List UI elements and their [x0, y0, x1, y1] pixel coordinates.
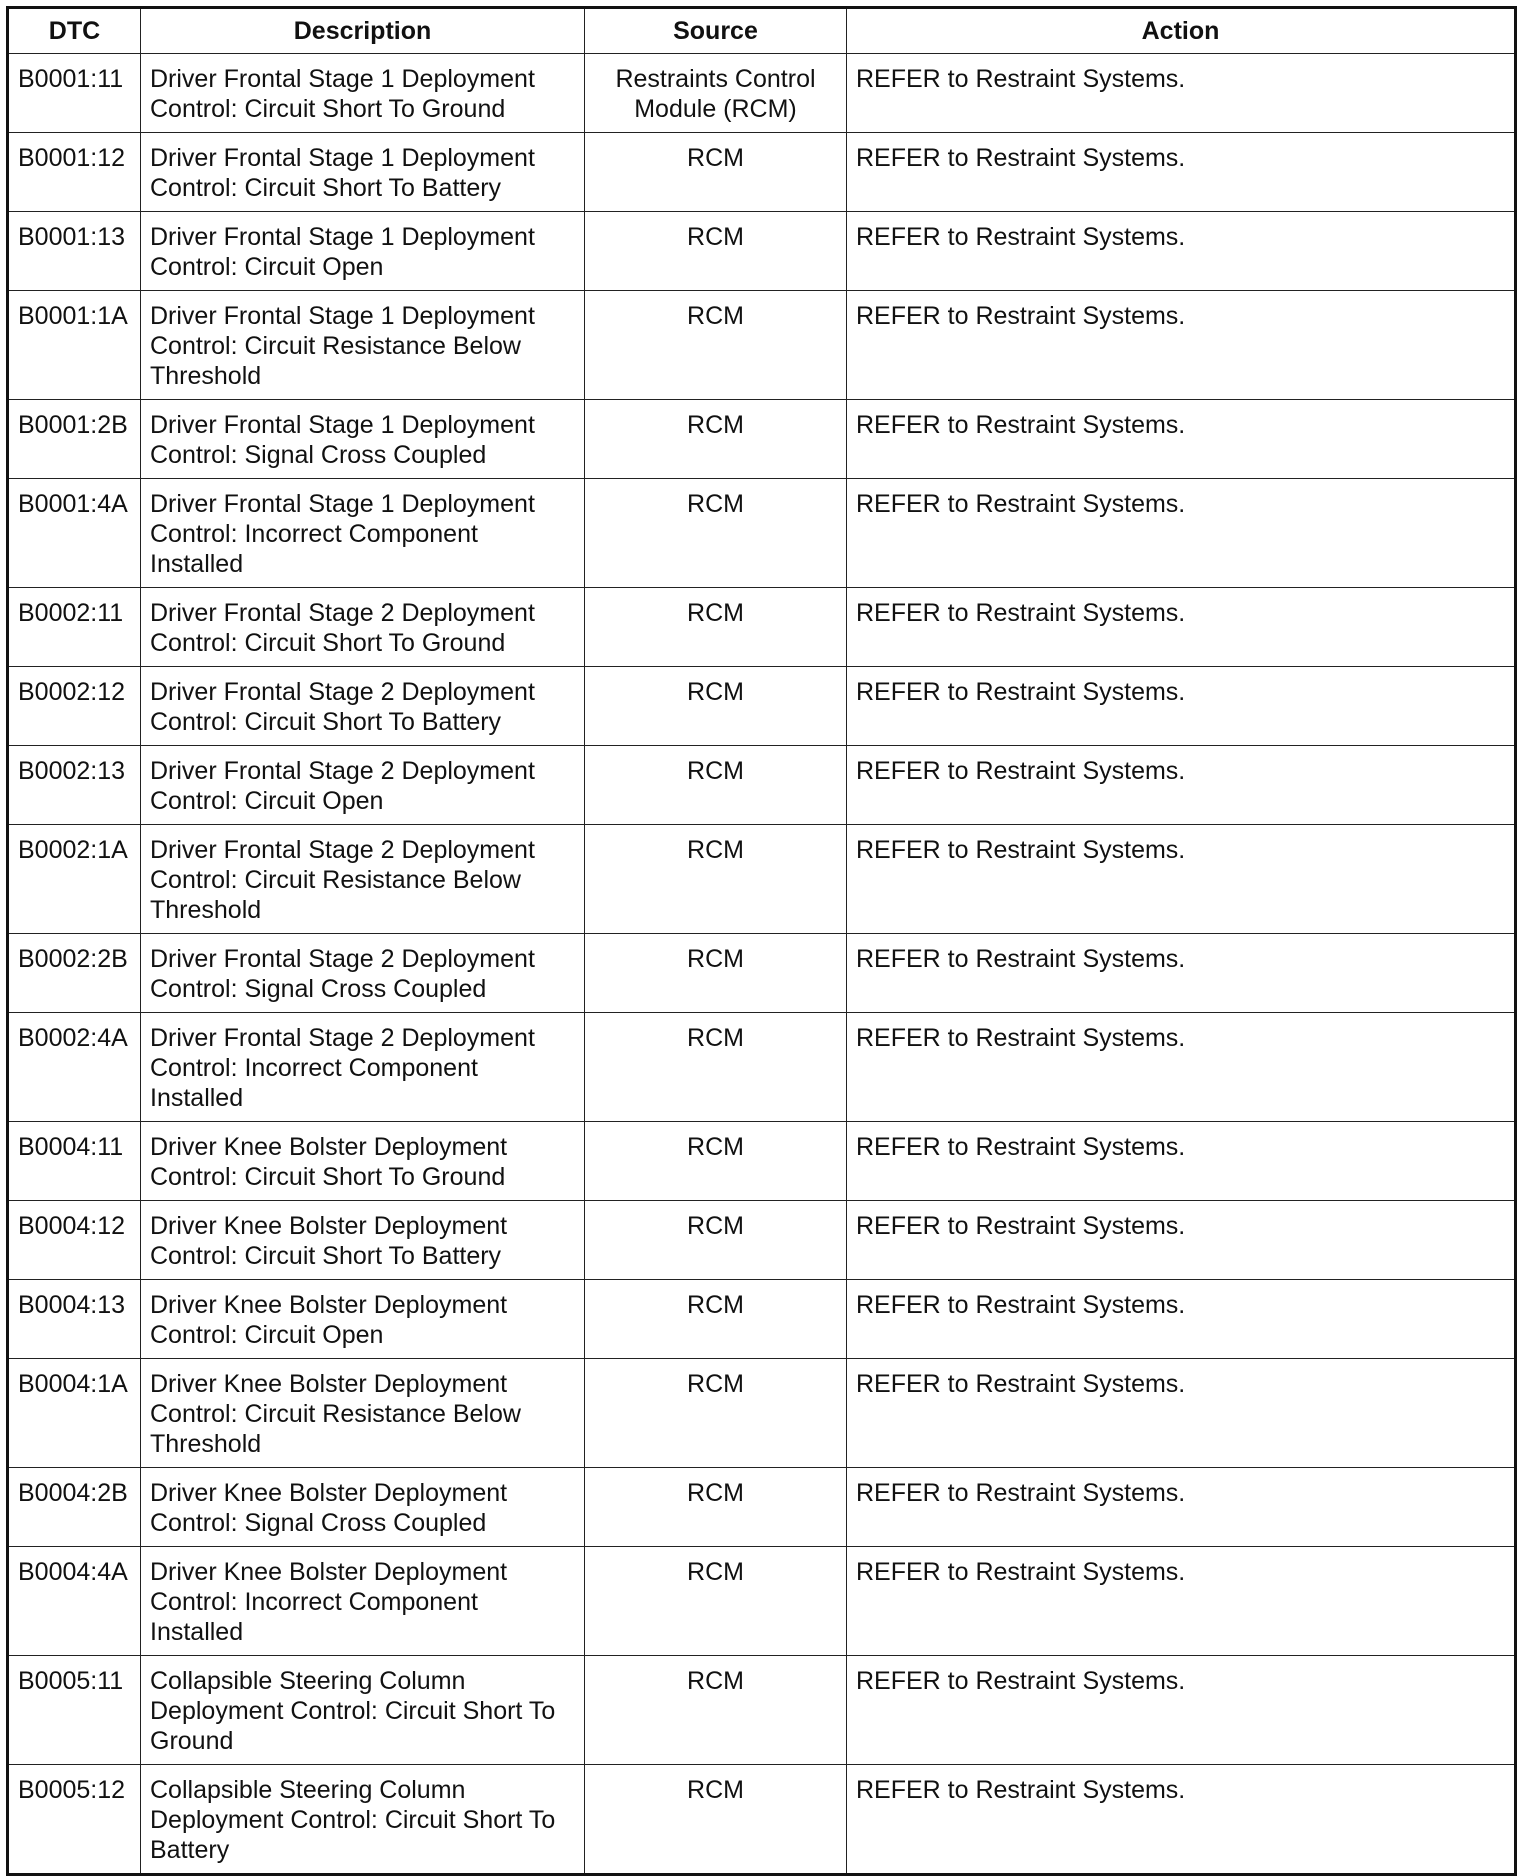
- table-row: [8, 400, 1516, 479]
- dtc-action: REFER to Restraint Systems.: [847, 1765, 1516, 1875]
- dtc-action: REFER to Restraint Systems.: [847, 1280, 1516, 1359]
- table-row: [8, 1765, 1516, 1875]
- dtc-description: Driver Frontal Stage 1 Deployment Control: Circuit Short To Ground: [141, 54, 585, 133]
- dtc-action: REFER to Restraint Systems.: [847, 400, 1516, 479]
- dtc-source: RCM: [585, 1656, 847, 1765]
- dtc-code: B0001:4A: [8, 479, 141, 588]
- dtc-code: B0002:2B: [8, 934, 141, 1013]
- dtc-description: Driver Frontal Stage 2 Deployment Control: Circuit Open: [141, 746, 585, 825]
- dtc-description: Driver Knee Bolster Deployment Control: Circuit Short To Battery: [141, 1201, 585, 1280]
- table-row: [8, 934, 1516, 1013]
- table-row: [8, 479, 1516, 588]
- dtc-code: B0002:4A: [8, 1013, 141, 1122]
- table-row: [8, 1359, 1516, 1468]
- column-header-dtc: DTC: [8, 8, 141, 54]
- dtc-source: RCM: [585, 212, 847, 291]
- table-row: [8, 1201, 1516, 1280]
- table-row: [8, 54, 1516, 133]
- dtc-code: B0005:12: [8, 1765, 141, 1875]
- column-header-description: Description: [141, 8, 585, 54]
- dtc-source: RCM: [585, 825, 847, 934]
- table-row: [8, 133, 1516, 212]
- dtc-action: REFER to Restraint Systems.: [847, 934, 1516, 1013]
- dtc-description: Driver Knee Bolster Deployment Control: Circuit Resistance Below Threshold: [141, 1359, 585, 1468]
- dtc-source: RCM: [585, 1547, 847, 1656]
- dtc-source: RCM: [585, 1013, 847, 1122]
- dtc-action: REFER to Restraint Systems.: [847, 1013, 1516, 1122]
- dtc-code: B0001:12: [8, 133, 141, 212]
- dtc-description: Driver Frontal Stage 1 Deployment Control: Circuit Open: [141, 212, 585, 291]
- table-row: [8, 1468, 1516, 1547]
- dtc-code: B0004:13: [8, 1280, 141, 1359]
- table-row: [8, 1013, 1516, 1122]
- dtc-action: REFER to Restraint Systems.: [847, 1359, 1516, 1468]
- dtc-source: RCM: [585, 588, 847, 667]
- dtc-description: Driver Knee Bolster Deployment Control: Signal Cross Coupled: [141, 1468, 585, 1547]
- dtc-description: Collapsible Steering Column Deployment Control: Circuit Short To Battery: [141, 1765, 585, 1875]
- dtc-source: RCM: [585, 1122, 847, 1201]
- table-row: [8, 212, 1516, 291]
- dtc-source: RCM: [585, 400, 847, 479]
- dtc-code: B0002:1A: [8, 825, 141, 934]
- dtc-code: B0004:1A: [8, 1359, 141, 1468]
- dtc-action: REFER to Restraint Systems.: [847, 1547, 1516, 1656]
- table-row: [8, 1280, 1516, 1359]
- dtc-code: B0004:4A: [8, 1547, 141, 1656]
- dtc-action: REFER to Restraint Systems.: [847, 133, 1516, 212]
- dtc-source: RCM: [585, 1765, 847, 1875]
- dtc-action: REFER to Restraint Systems.: [847, 746, 1516, 825]
- dtc-action: REFER to Restraint Systems.: [847, 667, 1516, 746]
- dtc-code: B0002:13: [8, 746, 141, 825]
- dtc-source: RCM: [585, 133, 847, 212]
- dtc-description: Collapsible Steering Column Deployment Control: Circuit Short To Ground: [141, 1656, 585, 1765]
- table-row: [8, 1547, 1516, 1656]
- dtc-source: RCM: [585, 1201, 847, 1280]
- dtc-description: Driver Frontal Stage 1 Deployment Control: Signal Cross Coupled: [141, 400, 585, 479]
- dtc-code: B0002:12: [8, 667, 141, 746]
- dtc-description: Driver Frontal Stage 2 Deployment Control: Circuit Short To Ground: [141, 588, 585, 667]
- dtc-action: REFER to Restraint Systems.: [847, 1201, 1516, 1280]
- dtc-action: REFER to Restraint Systems.: [847, 588, 1516, 667]
- table-header-row: [8, 8, 1516, 54]
- dtc-code: B0004:2B: [8, 1468, 141, 1547]
- table-row: [8, 667, 1516, 746]
- dtc-table: [6, 6, 1517, 1876]
- dtc-description: Driver Frontal Stage 1 Deployment Control: Circuit Resistance Below Threshold: [141, 291, 585, 400]
- dtc-source: Restraints Control Module (RCM): [585, 54, 847, 133]
- dtc-description: Driver Knee Bolster Deployment Control: Circuit Open: [141, 1280, 585, 1359]
- dtc-source: RCM: [585, 1359, 847, 1468]
- dtc-description: Driver Frontal Stage 1 Deployment Control: Incorrect Component Installed: [141, 479, 585, 588]
- table-row: [8, 825, 1516, 934]
- dtc-source: RCM: [585, 667, 847, 746]
- dtc-source: RCM: [585, 1280, 847, 1359]
- dtc-code: B0001:1A: [8, 291, 141, 400]
- dtc-description: Driver Frontal Stage 2 Deployment Control: Signal Cross Coupled: [141, 934, 585, 1013]
- dtc-source: RCM: [585, 746, 847, 825]
- dtc-source: RCM: [585, 291, 847, 400]
- dtc-action: REFER to Restraint Systems.: [847, 1468, 1516, 1547]
- dtc-code: B0001:13: [8, 212, 141, 291]
- dtc-source: RCM: [585, 934, 847, 1013]
- table-row: [8, 1656, 1516, 1765]
- dtc-action: REFER to Restraint Systems.: [847, 54, 1516, 133]
- table-row: [8, 588, 1516, 667]
- dtc-description: Driver Frontal Stage 2 Deployment Control: Circuit Resistance Below Threshold: [141, 825, 585, 934]
- table-row: [8, 1122, 1516, 1201]
- dtc-code: B0004:12: [8, 1201, 141, 1280]
- dtc-action: REFER to Restraint Systems.: [847, 825, 1516, 934]
- dtc-code: B0001:2B: [8, 400, 141, 479]
- dtc-source: RCM: [585, 1468, 847, 1547]
- dtc-code: B0005:11: [8, 1656, 141, 1765]
- dtc-document: [6, 6, 1514, 1876]
- column-header-action: Action: [847, 8, 1516, 54]
- dtc-action: REFER to Restraint Systems.: [847, 1656, 1516, 1765]
- dtc-action: REFER to Restraint Systems.: [847, 291, 1516, 400]
- table-row: [8, 746, 1516, 825]
- dtc-description: Driver Frontal Stage 2 Deployment Control: Circuit Short To Battery: [141, 667, 585, 746]
- dtc-description: Driver Frontal Stage 1 Deployment Control: Circuit Short To Battery: [141, 133, 585, 212]
- dtc-code: B0004:11: [8, 1122, 141, 1201]
- dtc-source: RCM: [585, 479, 847, 588]
- dtc-description: Driver Knee Bolster Deployment Control: Circuit Short To Ground: [141, 1122, 585, 1201]
- dtc-code: B0002:11: [8, 588, 141, 667]
- dtc-code: B0001:11: [8, 54, 141, 133]
- table-row: [8, 291, 1516, 400]
- dtc-action: REFER to Restraint Systems.: [847, 1122, 1516, 1201]
- dtc-description: Driver Knee Bolster Deployment Control: Incorrect Component Installed: [141, 1547, 585, 1656]
- column-header-source: Source: [585, 8, 847, 54]
- dtc-action: REFER to Restraint Systems.: [847, 212, 1516, 291]
- dtc-description: Driver Frontal Stage 2 Deployment Control: Incorrect Component Installed: [141, 1013, 585, 1122]
- dtc-action: REFER to Restraint Systems.: [847, 479, 1516, 588]
